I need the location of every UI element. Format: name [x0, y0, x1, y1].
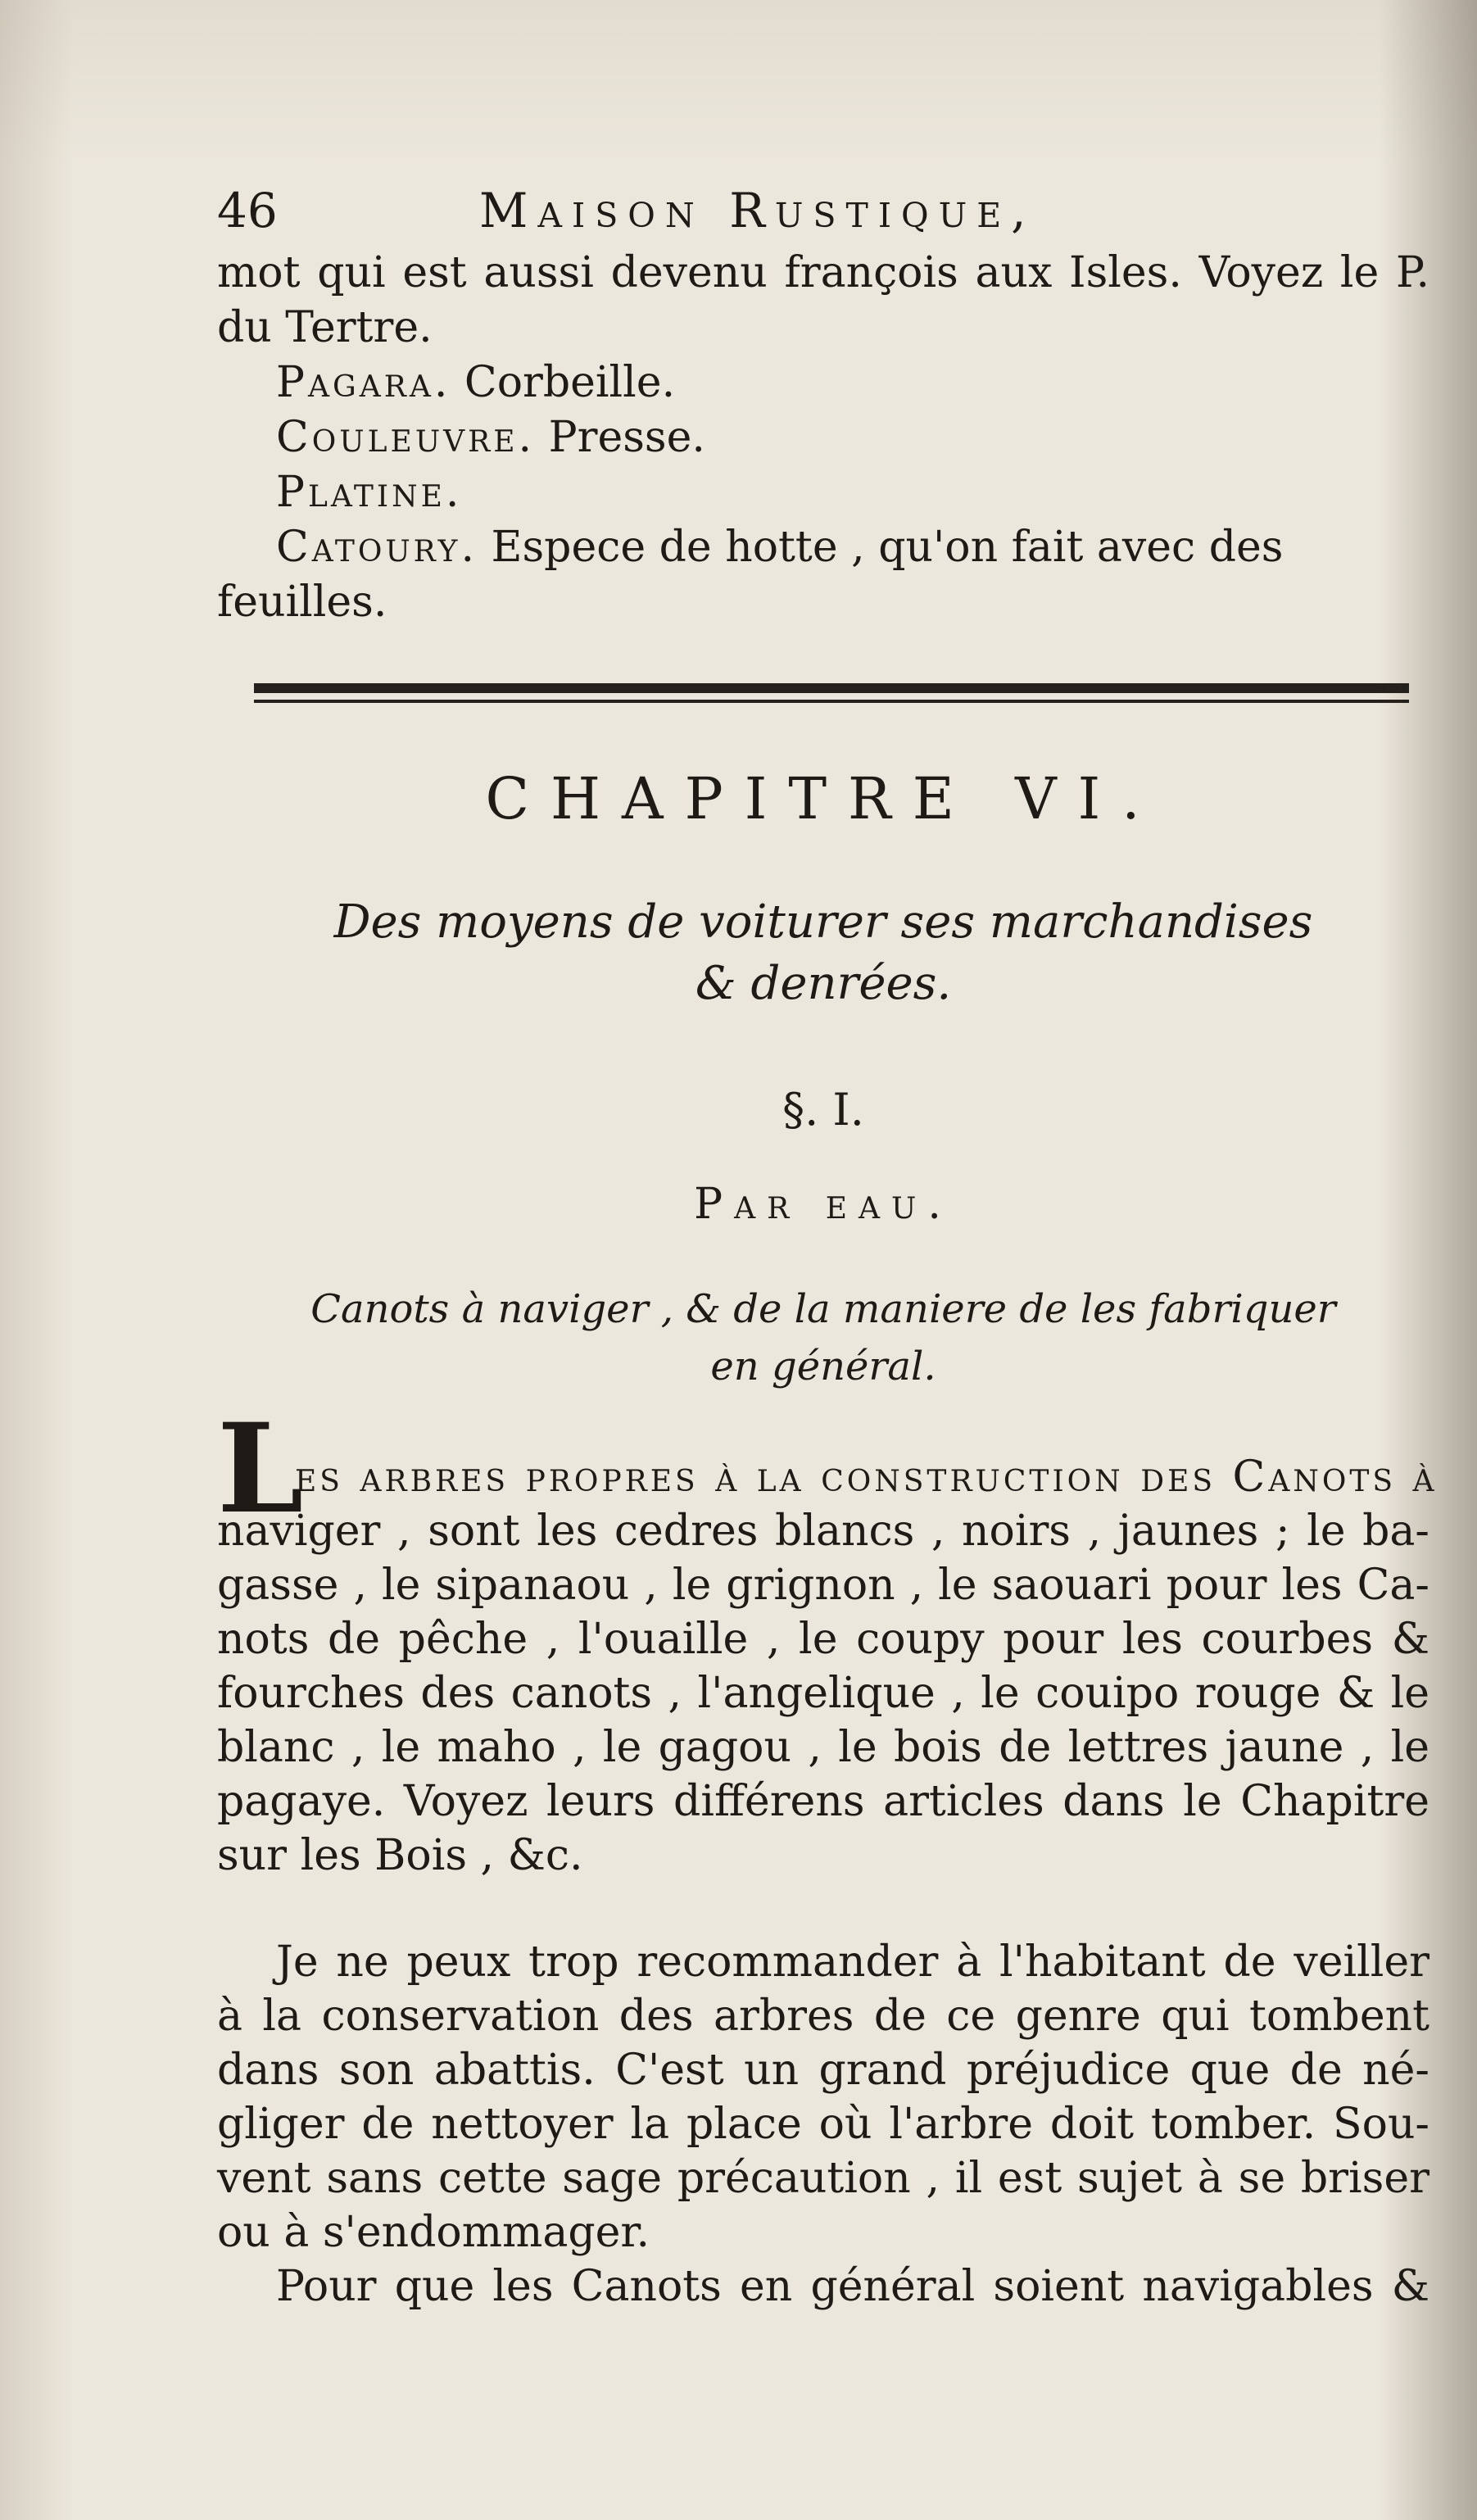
paragraph-3 [217, 2259, 1429, 2314]
text-line: du Tertre. [217, 303, 433, 352]
rule-thin-line [254, 700, 1409, 703]
chapter-rule [254, 683, 1409, 708]
text-line: ou à s'endommager. [217, 2208, 650, 2257]
text-line: gliger de nettoyer la place où l'arbre doit tomber. Sou- [217, 2100, 1429, 2149]
text-line: fourches des canots , l'angelique , le couipo rouge & le [217, 1669, 1429, 1718]
text-line: gasse , le sipanaou , le grignon , le saouari pour les Ca- [217, 1561, 1429, 1610]
text-line [217, 1450, 1438, 1504]
page-number: 46 [217, 183, 278, 238]
glossary-entry [217, 465, 1429, 520]
drop-cap-continuation: es arbres propres à la construction des Canots à [295, 1453, 1438, 1502]
paragraph-2 [217, 1935, 1429, 2259]
top-text [217, 246, 1429, 356]
running-title: Maison Rustique, [479, 183, 1036, 238]
glossary-term: Catoury. [276, 523, 478, 572]
glossary-term: Platine. [276, 468, 463, 517]
paragraph-1 [217, 1450, 1438, 1883]
text-line: à la conservation des arbres de ce genre qui tombent [217, 1992, 1429, 2041]
glossary-entry [217, 410, 1429, 465]
text-line: Je ne peux trop recommander à l'habitant de veiller [276, 1938, 1429, 1987]
text-line: blanc , le maho , le gagou , le bois de lettres jaune , le [217, 1723, 1429, 1772]
chapter-subtitle-line1: Des moyens de voiturer ses marchandises [333, 895, 1313, 949]
rule-thick-line [254, 683, 1409, 693]
glossary-entry [217, 520, 1429, 575]
glossary-definition: Presse. [548, 413, 705, 462]
glossary-definition: Corbeille. [464, 358, 676, 407]
chapter-title: CHAPITRE VI. [485, 765, 1162, 832]
text-line: Pour que les Canots en général soient navigables & [276, 2262, 1429, 2311]
text-line: vent sans cette sage précaution , il est sujet à se briser [217, 2154, 1429, 2203]
text-line: pagaye. Voyez leurs différens articles dans le Chapitre [217, 1777, 1429, 1826]
drop-cap-letter: L [217, 1397, 304, 1541]
text-line: nots de pêche , l'ouaille , le coupy pour les courbes & [217, 1615, 1429, 1664]
text-line: feuilles. [217, 578, 387, 627]
glossary-entry [217, 356, 1429, 410]
subheading-line2: en général. [710, 1344, 936, 1389]
text-line: dans son abattis. C'est un grand préjudice que de né- [217, 2046, 1429, 2095]
text-line: naviger , sont les cedres blancs , noirs , jaunes ; le ba- [217, 1507, 1429, 1556]
section-number: §. I. [782, 1084, 864, 1135]
text-line: mot qui est aussi devenu françois aux Isles. Voyez le P. [217, 248, 1429, 297]
text-line: sur les Bois , &c. [217, 1831, 583, 1880]
subheading-line1: Canots à naviger , & de la maniere de les fabriquer [310, 1286, 1336, 1332]
glossary-term: Couleuvre. [276, 413, 536, 462]
glossary-list [217, 356, 1429, 630]
section-heading: Par eau. [694, 1180, 953, 1229]
glossary-term: Pagara. [276, 358, 451, 407]
running-head [217, 182, 1429, 247]
glossary-definition: Espece de hotte , qu'on fait avec des [491, 523, 1284, 572]
chapter-subtitle-line2: & denrées. [695, 957, 952, 1010]
